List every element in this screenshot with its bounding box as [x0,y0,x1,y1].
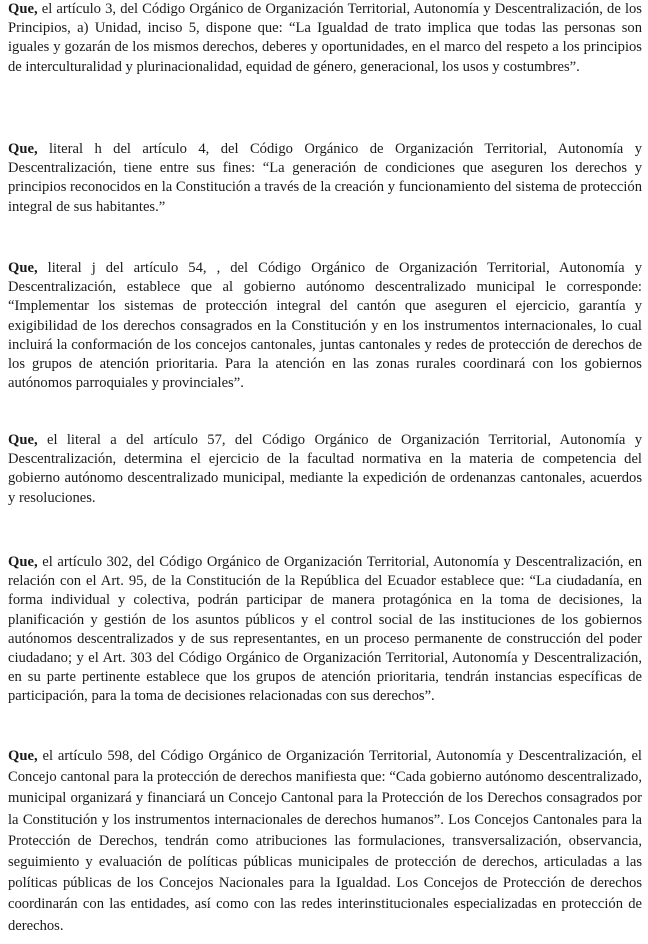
paragraph-article-57 [8,431,642,508]
paragraph-lead: Que, [8,260,38,276]
paragraph-text: literal j del artículo 54, , del Código Orgánico de Organización Territorial, Autonomía y Descentralización, establece que al gobierno autónomo descentralizado municipal le corresponde: “Implementar los sistemas de protección integral del cantón que aseguren el ejercicio, garantía y exigibilidad de los derechos consagrados en la Constitución y en los instrumentos internacionales, lo cual incluirá la conformación de los concejos cantonales, juntas cantonales y redes de protección de derechos de los grupos de atención prioritaria. Para la atención en las zonas rurales coordinará con los gobiernos autónomos parroquiales y provinciales”. [8,260,642,392]
paragraph-text: el artículo 598, del Código Orgánico de Organización Territorial, Autonomía y Descentralización, el Concejo cantonal para la protección de derechos manifiesta que: “Cada gobierno autónomo descentralizado, municipal organizará y financiará un Concejo Cantonal para la Protección de los Derechos consagrados por la Constitución y los instrumentos internacionales de derechos humanos”. Los Concejos Cantonales para la Protección de Derechos, tendrán como atribuciones las formulaciones, transversalización, observancia, seguimiento y evaluación de políticas públicas municipales de protección de derechos, articuladas a las políticas públicas de los Concejos Nacionales para la Igualdad. Los Concejos de Protección de derechos coordinarán con las entidades, así como con las redes interinstitucionales especializadas en protección de derechos. [8,748,642,934]
paragraph-text: el literal a del artículo 57, del Código Orgánico de Organización Territorial, Autonomía y Descentralización, determina el ejercicio de la facultad normativa en la materia de competencia del gobierno autónomo descentralizado municipal, mediante la expedición de ordenanzas cantonales, acuerdos y resoluciones. [8,432,642,506]
paragraph-text: el artículo 3, del Código Orgánico de Organización Territorial, Autonomía y Descentralización, de los Principios, a) Unidad, inciso 5, dispone que: “La Igualdad de trato implica que todas las personas son iguales y gozarán de los mismos derechos, deberes y oportunidades, en el marco del respeto a los principios de interculturalidad y plurinacionalidad, equidad de género, generacional, los usos y costumbres”. [8,1,642,75]
paragraph-lead: Que, [8,1,38,17]
paragraph-lead: Que, [8,748,38,764]
paragraph-text: el artículo 302, del Código Orgánico de Organización Territorial, Autonomía y Descentralización, en relación con el Art. 95, de la Constitución de la República del Ecuador establece que: “La ciudadanía, en forma individual y colectiva, podrán participar de manera protagónica en la toma de decisiones, la planificación y gestión de los asuntos públicos y el control social de las instituciones de los gobiernos autónomos descentralizados y de sus representantes, en un proceso permanente de construcción del poder ciudadano; y el Art. 303 del Código Orgánico de Organización Territorial, Autonomía y Descentralización, en su parte pertinente establece que los grupos de atención prioritaria, tendrán instancias específicas de participación, para la toma de decisiones relacionadas con sus derechos”. [8,554,642,705]
paragraph-article-302 [8,553,642,707]
paragraph-article-598 [8,746,642,937]
paragraph-lead: Que, [8,141,38,157]
paragraph-article-4 [8,140,642,217]
paragraph-text: literal h del artículo 4, del Código Orgánico de Organización Territorial, Autonomía y Descentralización, tiene entre sus fines: “La generación de condiciones que aseguren los derechos y principios reconocidos en la Constitución a través de la creación y funcionamiento del sistema de protección integral de sus habitantes.” [8,141,642,215]
paragraph-article-3 [8,0,642,77]
paragraph-lead: Que, [8,432,38,448]
paragraph-lead: Que, [8,554,38,570]
paragraph-article-54 [8,259,642,393]
